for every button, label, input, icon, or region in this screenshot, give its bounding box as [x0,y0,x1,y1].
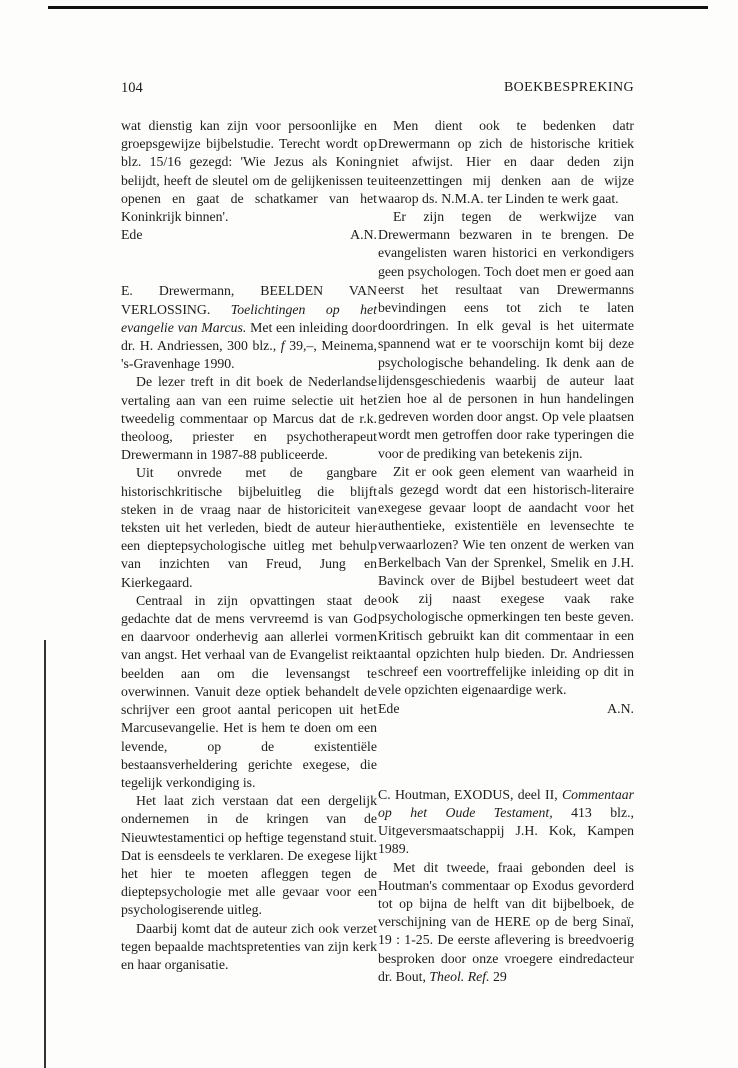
journal-volume: 29 [489,968,507,984]
left-margin-line [44,640,46,1068]
review3-series: Commentaar op het Oude Testament, [378,786,634,820]
review2-paragraph: Daarbij komt dat de auteur zich ook verzet tegen bepaalde machtspretenties van zijn kerk en haar organisatie. [121,920,377,972]
signature-initials: A.N. [607,700,634,716]
review3-details: 413 blz., Uitgeversmaatschappij J.H. Kok, Kampen 1989. [378,804,634,857]
signature-initials: A.N. [350,227,377,243]
review3-paragraph-text: Met dit tweede, fraai gebonden deel is Houtman's commentaar op Exodus gevorderd tot op bijna de helft van dit bijbelboek, de verschijning van de HERE op de berg Sinaï, 19 : 1-25. De eerste aflevering is breedvoerig besproken door onze vroegere eindredacteur dr. Bout, [378,859,634,984]
review2-paragraph: Er zijn tegen de werkwijze van Drewermann bezwaren in te brengen. De evangelisten waren historici en verkondigers geen psychologen. Toch doet men er goed aan eerst het resultaat van Drewermanns bevindingen eens tot zich te laten doordringen. In elk geval is het uitermate spannend wat er te voorschijn komt bij deze psychologische behandeling. Ik denk aan de lijdensgeschiedenis waarbij de auteur laat zien hoe al de personen in hun handelingen gedreven worden door angst. Op vele plaatsen wordt men getroffen door rake typeringen die voor de prediking van betekenis zijn. [378,209,634,461]
review2-paragraph: Het laat zich verstaan dat een dergelijk ondernemen in de kringen van de Nieuwtestamentici op heftige tegenstand stuit. Dat is eensdeels te verklaren. De exegese lijkt het hier te moeten afleggen tegen de dieptepsychologie met alle gevaar voor een psychologiserende uitleg. [121,793,377,918]
review3-paragraph [378,859,634,986]
review2-currency: f [280,338,285,354]
review1-signature [121,226,377,244]
review2-paragraph: Centraal in zijn opvattingen staat de gedachte dat de mens vervreemd is van God en daarvoor onderhevig aan allerlei vormen van angst. Het verhaal van de Evangelist reikt beelden aan om die levensangst te overwinnen. Vanuit deze optiek behandelt de schrijver een groot aantal pericopen uit het Marcusevangelie. Het is hem te doen om een levende, op de existentiële bestaansverheldering gerichte exegese, die tegelijk verkondiging is. [121,592,377,790]
review2-signature [378,700,634,718]
signature-place: Ede [378,700,400,716]
right-column [378,117,634,986]
page-number: 104 [121,80,143,96]
review2-paragraph: Zit er ook geen element van waarheid in als gezegd wordt dat een historisch-literaire exegese gevaar loopt de aandacht voor het authentieke, existentiële en levensechte te verwaarlozen? Wie ten onzent de werken van Berkelbach Van der Sprenkel, Smelik en J.H. Bavinck over de Bijbel bestudeert weet dat ook zij naast exegese vaak rake psychologische opmerkingen ten beste geven. Kritisch gebruikt kan dit commentaar in een aantal opzichten hulp bieden. Dr. Andriessen schreef een voortreffelijke inleiding op dit in vele opzichten eigenaardige werk. [378,463,634,698]
intro-paragraph: wat dienstig kan zijn voor persoonlijke en groepsgewijze bijbelstudie. Terecht wordt op blz. 15/16 gezegd: 'Wie Jezus als Koning belijdt, heeft de sleutel om de gelijkenissen te openen en gaat de schatkamer van het Koninkrijk binnen'. [121,118,377,225]
signature-place: Ede [121,227,143,243]
review3-book-reference [378,786,634,859]
running-header: BOEKBESPREKING [503,80,634,95]
review2-subtitle: Toelichtingen op het evangelie van Marcus. [121,301,377,335]
review2-book-reference [121,282,377,373]
review2-paragraph: Men dient ook te bedenken datr Drewermann op zich de historische kritiek niet afwijst. Hier en daar deden zijn uiteenzettingen mij denken aan de wijze waarop ds. N.M.A. ter Linden te werk gaat. [378,118,634,206]
top-border-line [48,6,708,9]
review2-paragraph: Uit onvrede met de gangbare historischkritische bijbeluitleg die blijft steken in de vraag naar de historiciteit van teksten uit het verleden, biedt de auteur hier een dieptepsychologische uitleg met behulp van inzichten van Freud, Jung en Kierkegaard. [121,465,377,590]
left-column [121,117,377,974]
review2-paragraph: De lezer treft in dit boek de Nederlandse vertaling aan van een ruime selectie uit het tweedelig commentaar op Marcus dat de r.k. theoloog, priester en psychotherapeut Drewermann in 1987-88 publiceerde. [121,374,377,463]
review2-details2: 39,–, Meinema, 's-Gravenhage 1990. [121,338,377,372]
review2-author-title: E. Drewermann, BEELDEN VAN VERLOSSING. [121,283,377,317]
review2-details: Met een inleiding door dr. H. Andriessen, 300 blz., [121,319,377,354]
journal-abbreviation: Theol. Ref. [429,968,490,984]
review3-author-title: C. Houtman, EXODUS, deel II, [378,786,562,802]
